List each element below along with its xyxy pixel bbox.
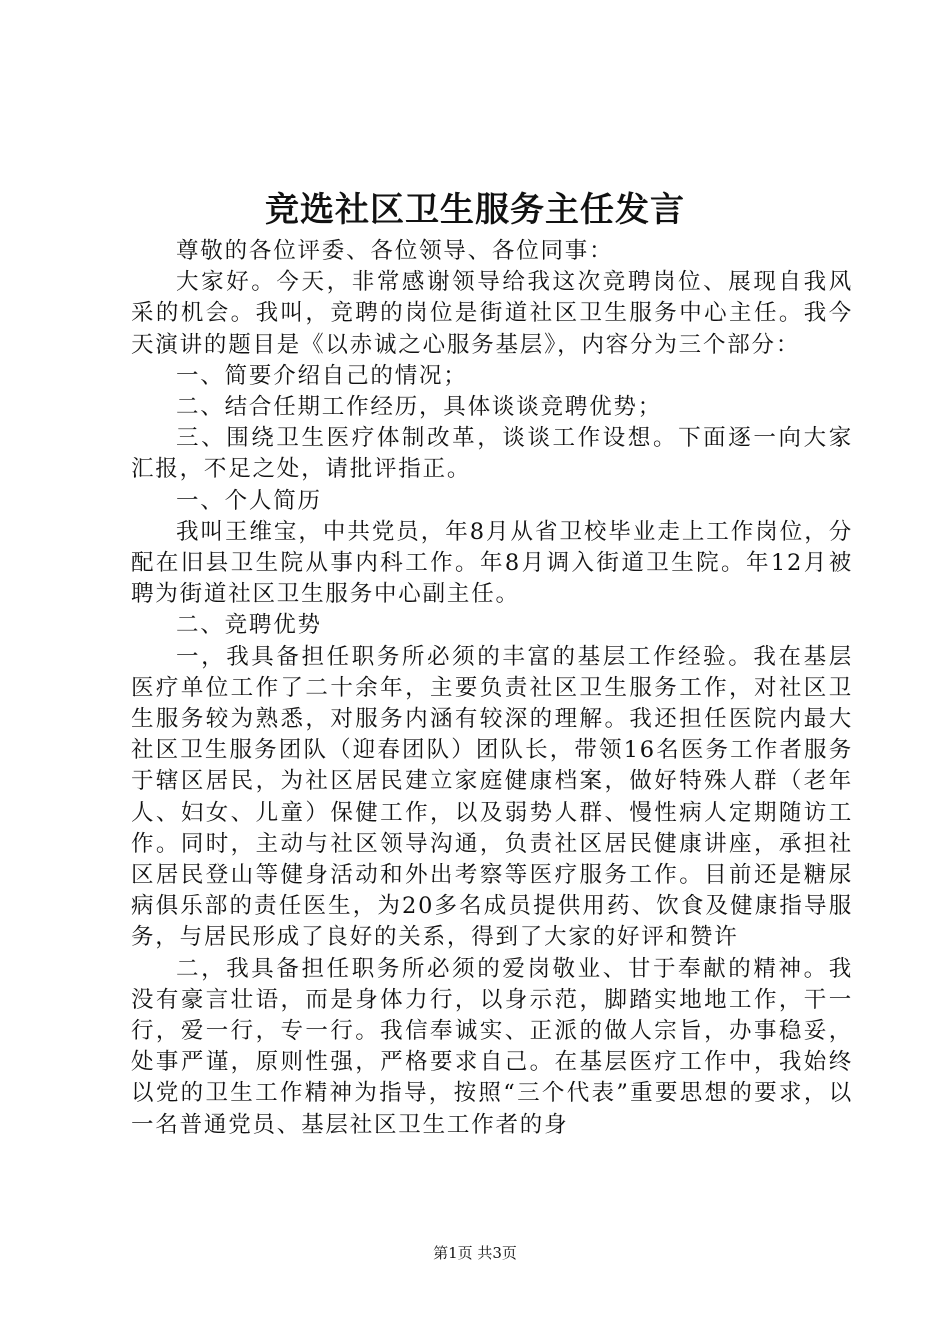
section-heading-resume: 一、个人简历	[176, 487, 322, 514]
section-heading-advantages: 二、竞聘优势	[176, 612, 322, 639]
document-body	[131, 236, 853, 1141]
paragraph-salutation: 尊敬的各位评委、各位领导、各位同事：	[176, 238, 614, 264]
document-title: 竞选社区卫生服务主任发言	[265, 190, 685, 230]
paragraph-advantage-2: 二，我具备担任职务所必须的爱岗敬业、甘于奉献的精神。我没有豪言壮语，而是身体力行，以身示范，脚踏实地地工作，干一行，爱一行，专一行。我信奉诚实、正派的做人宗旨，办事稳妥，处事严谨，原则性强，严格要求自己。在基层医疗工作中，我始终以党的卫生工作精神为指导，按照“三个代表”重要思想的要求，以一名普通党员、基层社区卫生工作者的身	[131, 955, 853, 1138]
paragraph-greeting: 大家好。今天，非常感谢领导给我这次竞聘岗位、展现自我风采的机会。我叫，竞聘的岗位是街道社区卫生服务中心主任。我今天演讲的题目是《以赤诚之心服务基层》，内容分为三个部分：	[131, 269, 853, 358]
paragraph-outline-2: 二、结合任期工作经历，具体谈谈竞聘优势；	[176, 394, 663, 421]
paragraph-resume: 我叫王维宝，中共党员，年8月从省卫校毕业走上工作岗位，分配在旧县卫生院从事内科工作。年8月调入街道卫生院。年12月被聘为街道社区卫生服务中心副主任。	[131, 518, 853, 608]
paragraph-outline-1: 一、简要介绍自己的情况；	[176, 362, 468, 389]
paragraph-advantage-1: 一，我具备担任职务所必须的丰富的基层工作经验。我在基层医疗单位工作了二十余年，主要负责社区卫生服务工作，对社区卫生服务较为熟悉，对服务内涵有较深的理解。我还担任医院内最大社区卫生服务团队（迎春团队）团队长，带领16名医务工作者服务于辖区居民，为社区居民建立家庭健康档案，做好特殊人群（老年人、妇女、儿童）保健工作，以及弱势人群、慢性病人定期随访工作。同时，主动与社区领导沟通，负责社区居民健康讲座，承担社区居民登山等健身活动和外出考察等医疗服务工作。目前还是糖尿病俱乐部的责任医生，为20多名成员提供用药、饮食及健康指导服务，与居民形成了良好的关系，得到了大家的好评和赞许	[131, 643, 853, 951]
page-footer: 第1页 共3页	[433, 1244, 517, 1262]
paragraph-outline-3: 三、围绕卫生医疗体制改革，谈谈工作设想。下面逐一向大家汇报，不足之处，请批评指正。	[131, 425, 853, 483]
